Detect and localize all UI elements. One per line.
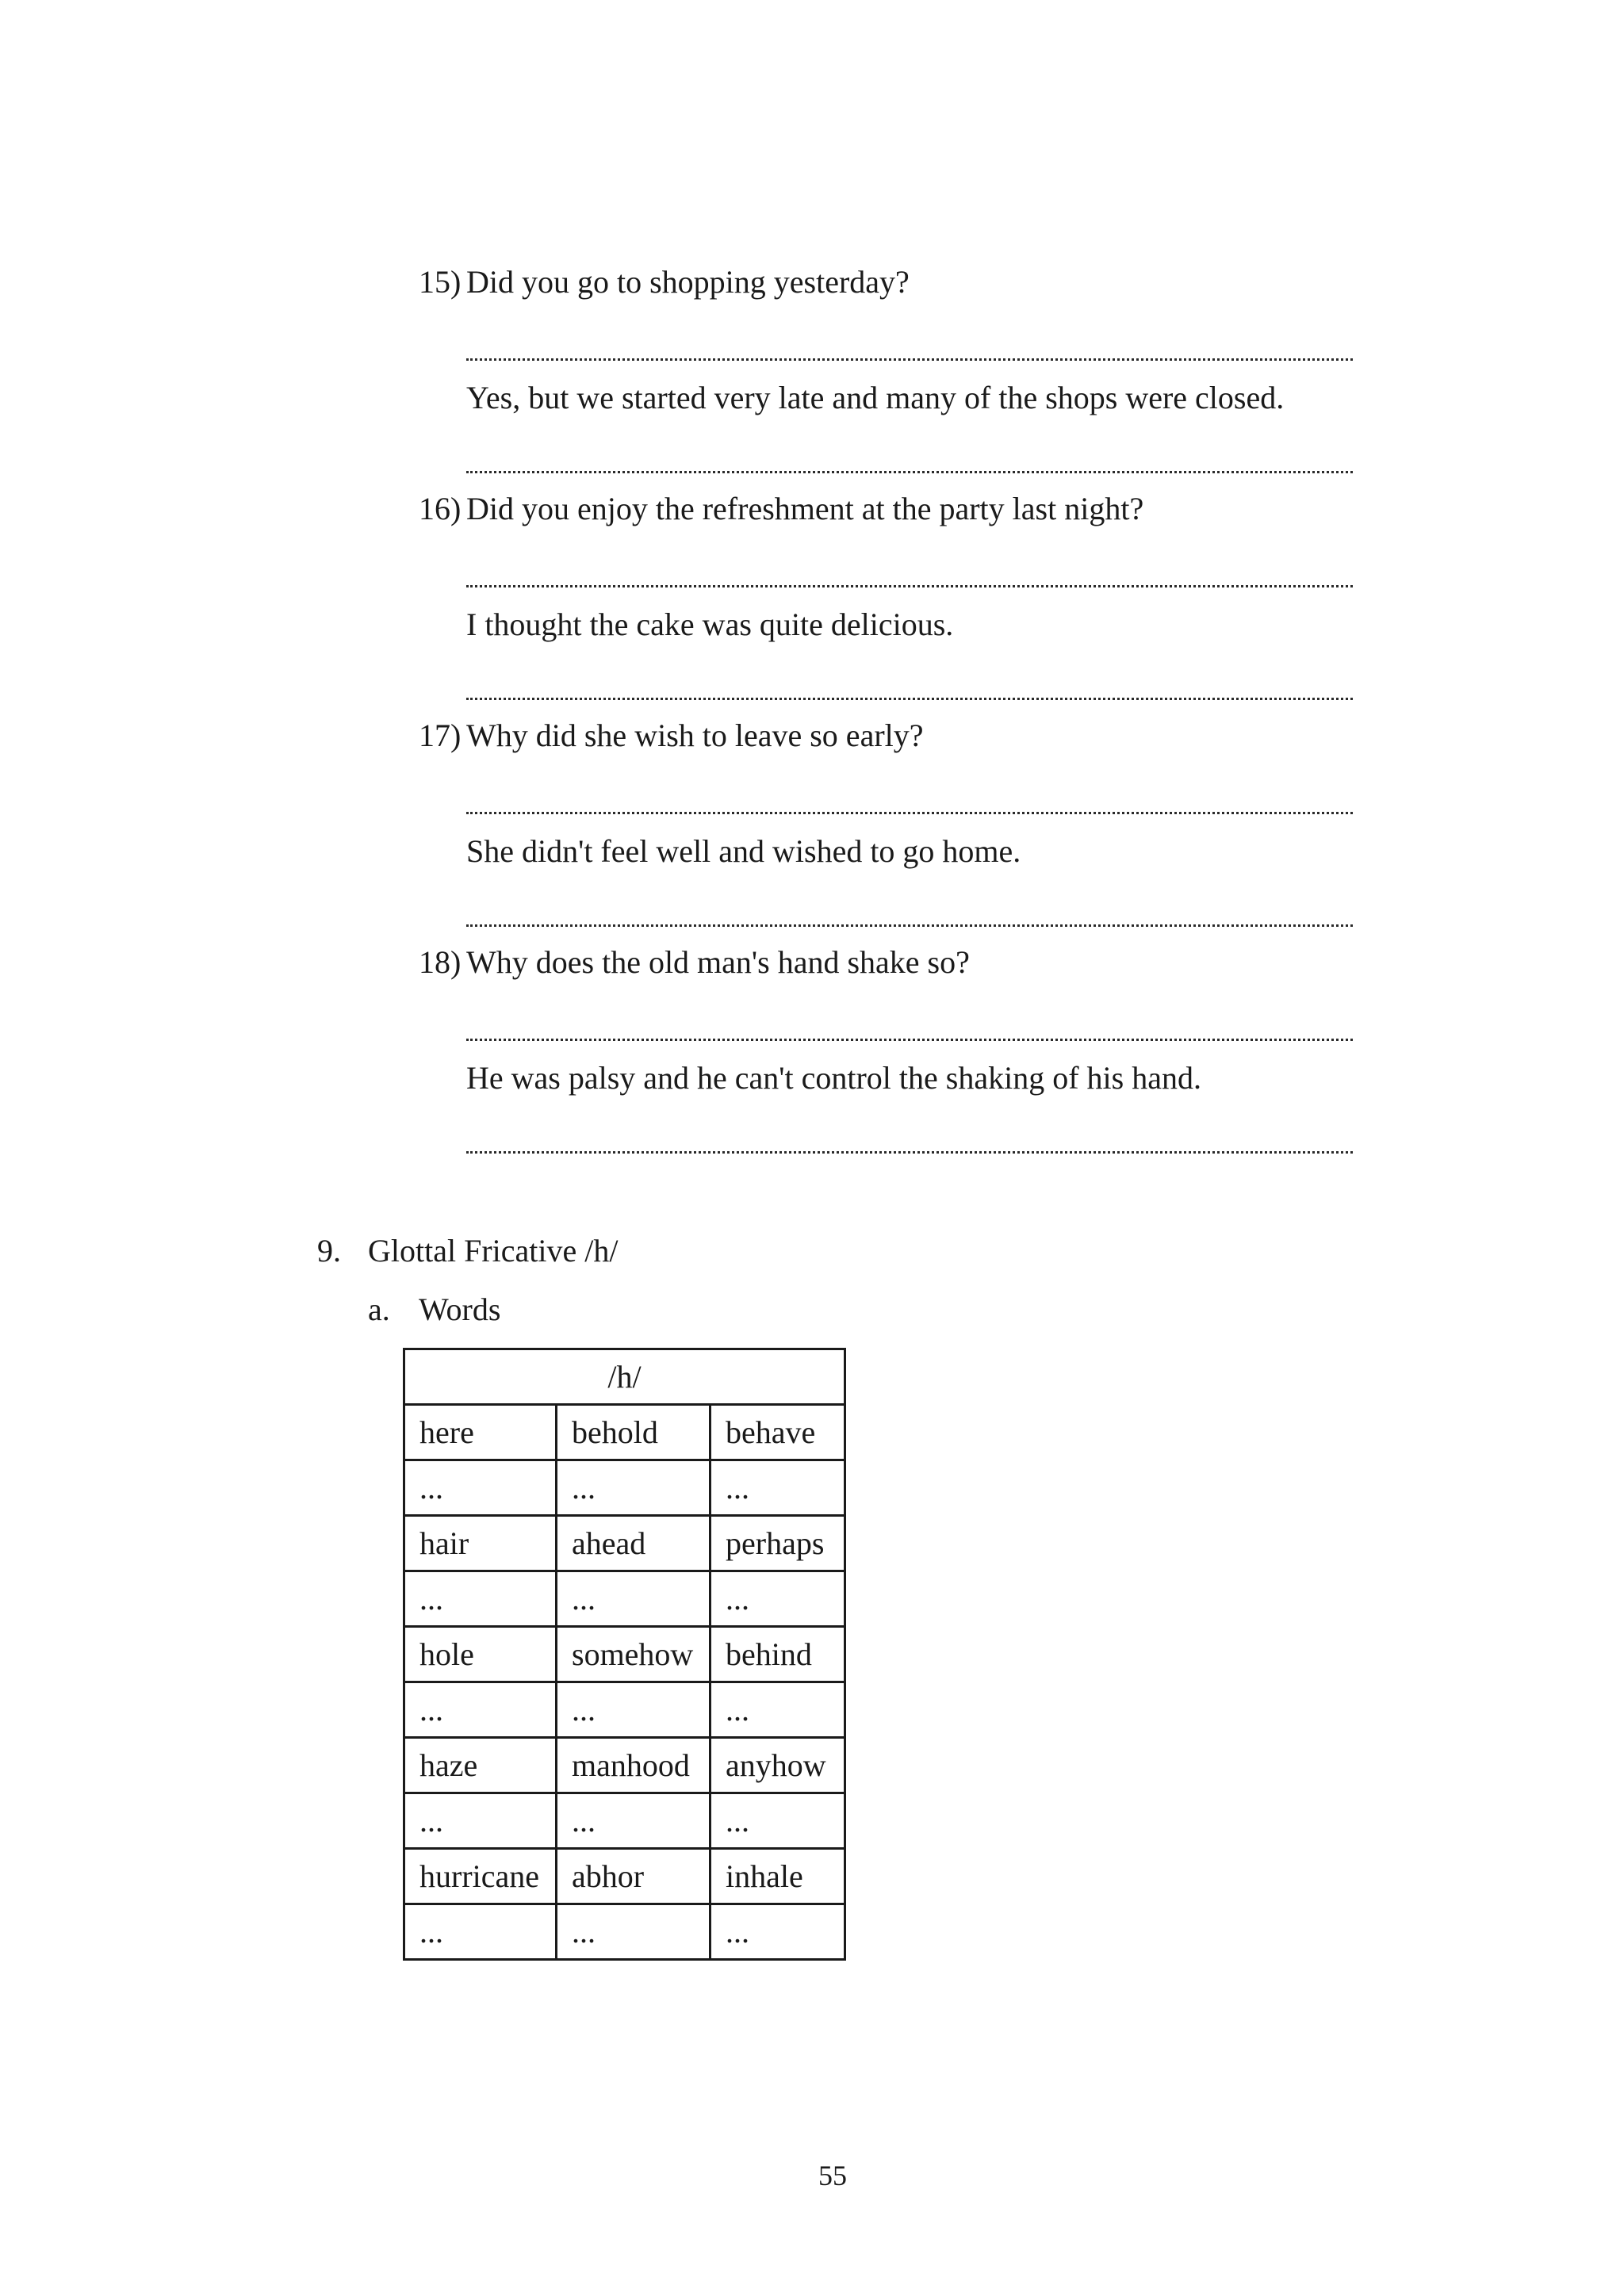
answer-blank: [466, 924, 1353, 927]
exercise-list: [419, 262, 1362, 1169]
table-cell: ...: [557, 1571, 710, 1627]
table-cell: hair: [404, 1516, 557, 1571]
table-cell: ...: [710, 1904, 845, 1960]
item-number: 15): [419, 264, 462, 300]
table-cell: hole: [404, 1627, 557, 1682]
answer-blank: [466, 698, 1353, 700]
answer-blank: [466, 471, 1353, 473]
table-cell: ...: [557, 1460, 710, 1516]
exercise-item: [419, 942, 1362, 1169]
table-cell: perhaps: [710, 1516, 845, 1571]
table-cell: ...: [557, 1793, 710, 1849]
table-cell: behold: [557, 1405, 710, 1460]
response-text: I thought the cake was quite delicious.: [466, 607, 954, 642]
table-cell: here: [404, 1405, 557, 1460]
table-cell: ahead: [557, 1516, 710, 1571]
answer-blank: [466, 1039, 1353, 1041]
question-text: Did you go to shopping yesterday?: [466, 264, 910, 300]
table-row: [404, 1738, 845, 1793]
table-row: [404, 1793, 845, 1849]
table-cell: ...: [710, 1460, 845, 1516]
table-cell: ...: [404, 1460, 557, 1516]
table-cell: abhor: [557, 1849, 710, 1904]
table-cell: anyhow: [710, 1738, 845, 1793]
section-title: Glottal Fricative /h/: [368, 1233, 619, 1269]
table-cell: somehow: [557, 1627, 710, 1682]
subsection-heading: [368, 1289, 500, 1330]
table-cell: behave: [710, 1405, 845, 1460]
item-number: 16): [419, 491, 462, 526]
subsection-title: Words: [419, 1292, 501, 1327]
table-row: [404, 1904, 845, 1960]
section-heading: [317, 1230, 619, 1272]
item-number: 17): [419, 718, 462, 753]
table-row: [404, 1682, 845, 1738]
table-cell: hurricane: [404, 1849, 557, 1904]
answer-blank: [466, 1151, 1353, 1154]
table-row: [404, 1627, 845, 1682]
response-text: He was palsy and he can't control the shaking of his hand.: [466, 1060, 1201, 1096]
word-table: [403, 1348, 846, 1961]
table-cell: ...: [710, 1682, 845, 1738]
table-cell: inhale: [710, 1849, 845, 1904]
subsection-letter: a.: [368, 1292, 390, 1327]
table-cell: ...: [710, 1571, 845, 1627]
table-header-row: [404, 1349, 845, 1405]
response-text: Yes, but we started very late and many of the shops were closed.: [466, 380, 1285, 415]
response-text: She didn't feel well and wished to go home.: [466, 833, 1021, 869]
answer-blank: [466, 358, 1353, 361]
question-line: [419, 942, 970, 983]
table-cell: ...: [404, 1682, 557, 1738]
question-line: [419, 262, 910, 303]
exercise-item: [419, 715, 1362, 942]
table-cell: ...: [404, 1571, 557, 1627]
table-row: [404, 1849, 845, 1904]
exercise-item: [419, 262, 1362, 488]
item-number: 18): [419, 944, 462, 980]
question-text: Did you enjoy the refreshment at the party last night?: [466, 491, 1144, 526]
table-row: [404, 1405, 845, 1460]
answer-blank: [466, 812, 1353, 814]
table-cell: manhood: [557, 1738, 710, 1793]
question-line: [419, 488, 1143, 530]
table-cell: ...: [557, 1682, 710, 1738]
section-number: 9.: [317, 1233, 341, 1269]
table-header: /h/: [404, 1349, 845, 1405]
table-cell: haze: [404, 1738, 557, 1793]
page-number: 55: [818, 2160, 847, 2191]
question-line: [419, 715, 924, 756]
question-text: Why did she wish to leave so early?: [466, 718, 924, 753]
table-cell: behind: [710, 1627, 845, 1682]
table-cell: ...: [404, 1904, 557, 1960]
answer-blank: [466, 585, 1353, 587]
exercise-item: [419, 488, 1362, 715]
table-row: [404, 1571, 845, 1627]
table-row: [404, 1460, 845, 1516]
table-cell: ...: [557, 1904, 710, 1960]
table-row: [404, 1516, 845, 1571]
question-text: Why does the old man's hand shake so?: [466, 944, 970, 980]
table-cell: ...: [710, 1793, 845, 1849]
table-cell: ...: [404, 1793, 557, 1849]
